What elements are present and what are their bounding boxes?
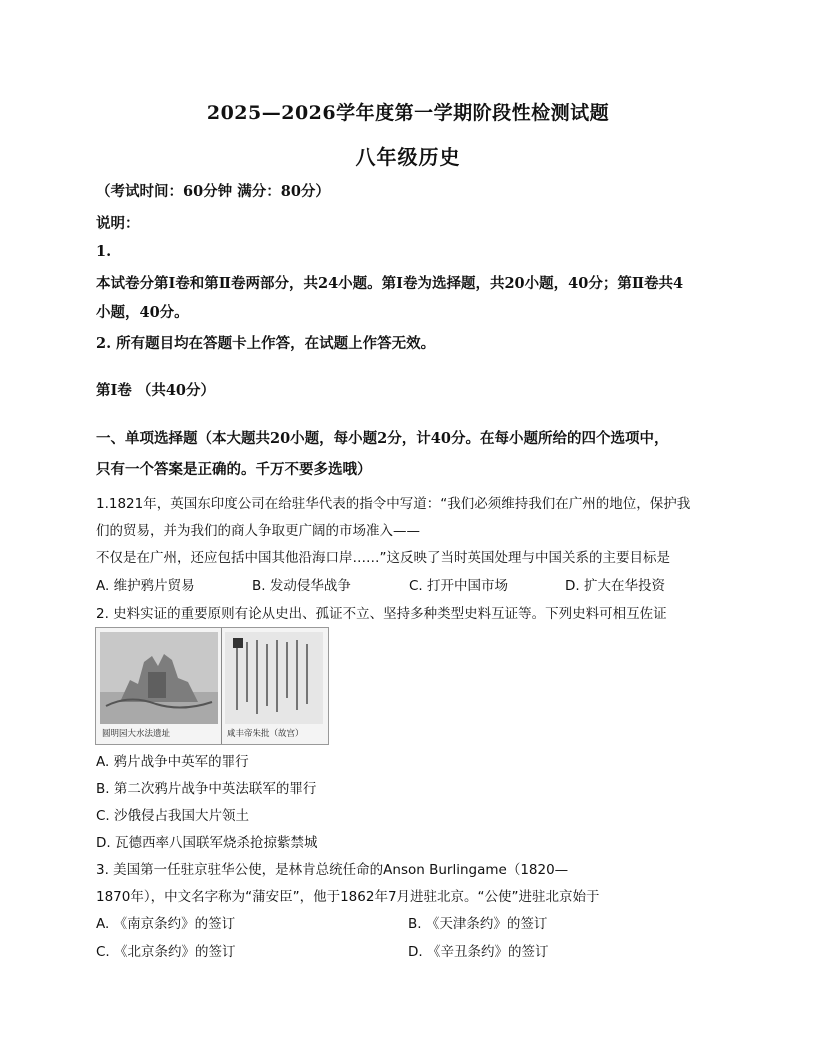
part-1-heading-line-1: 一、单项选择题（本大题共20小题，每小题2分，计40分。在每小题所给的四个选项中，: [96, 430, 669, 447]
exam-subtitle: 八年级历史: [355, 145, 461, 169]
q2-option-a: A. 鸦片战争中英军的罪行: [96, 754, 249, 770]
q1-stem-line-1: 1.1821年，英国东印度公司在给驻华代表的指令中写道：“我们必须维持我们在广州的地位，保护我: [96, 496, 691, 512]
q1-option-b: B. 发动侵华战争: [252, 578, 351, 594]
q1-stem-line-2: 们的贸易，并为我们的商人争取更广阔的市场准入——: [96, 523, 420, 539]
exam-title: 2025—2026学年度第一学期阶段性检测试题: [206, 102, 610, 124]
part-1-heading-line-2: 只有一个答案是正确的。千万不要多选哦）: [96, 461, 372, 478]
q1-stem-line-3: 不仅是在广州，还应包括中国其他沿海口岸……”这反映了当时英国处理与中国关系的主要目标是: [96, 550, 670, 566]
q2-option-c: C. 沙俄侵占我国大片领土: [96, 808, 250, 824]
instruction-2: 2. 所有题目均在答题卡上作答，在试题上作答无效。: [96, 335, 436, 352]
q1-option-c: C. 打开中国市场: [409, 578, 509, 594]
instruction-1-line-1: 本试卷分第Ⅰ卷和第Ⅱ卷两部分，共24小题。第Ⅰ卷为选择题，共20小题，40分；第Ⅱ卷共4: [96, 275, 684, 292]
section-1-heading: 第Ⅰ卷 （共40分）: [96, 382, 216, 399]
instruction-1-number: 1.: [96, 243, 112, 260]
q3-option-b: B. 《天津条约》的签订: [408, 916, 548, 932]
instruction-1-line-2: 小题，40分。: [96, 304, 189, 321]
ruins-caption: 圆明园大水法遗址: [102, 729, 171, 739]
instructions-heading: 说明：: [96, 215, 140, 232]
ruins-photo: [100, 632, 218, 724]
q1-option-a: A. 维护鸦片贸易: [96, 578, 195, 594]
q2-source-images: [95, 627, 329, 745]
edict-photo: [225, 632, 323, 724]
q3-stem-line-1: 3. 美国第一任驻京驻华公使，是林肯总统任命的Anson Burlingame（1820—: [96, 862, 569, 878]
q2-stem-line-1: 2. 史料实证的重要原则有论从史出、孤证不立、坚持多种类型史料互证等。下列史料可相互佐证: [96, 606, 667, 622]
q3-option-c: C. 《北京条约》的签订: [96, 944, 236, 960]
q2-option-b: B. 第二次鸦片战争中英法联军的罪行: [96, 781, 317, 797]
q3-option-d: D. 《辛丑条约》的签订: [408, 944, 549, 960]
q2-option-d: D. 瓦德西率八国联军烧杀抢掠紫禁城: [96, 835, 318, 851]
exam-info: （考试时间：60分钟 满分：80分）: [96, 183, 330, 200]
edict-caption: 咸丰帝朱批（故宫）: [227, 729, 304, 739]
q3-option-a: A. 《南京条约》的签订: [96, 916, 236, 932]
q1-option-d: D. 扩大在华投资: [565, 578, 665, 594]
q3-stem-line-2: 1870年），中文名字称为“蒲安臣”，他于1862年7月进驻北京。“公使”进驻北京始于: [96, 889, 600, 905]
image-divider: [221, 628, 222, 744]
